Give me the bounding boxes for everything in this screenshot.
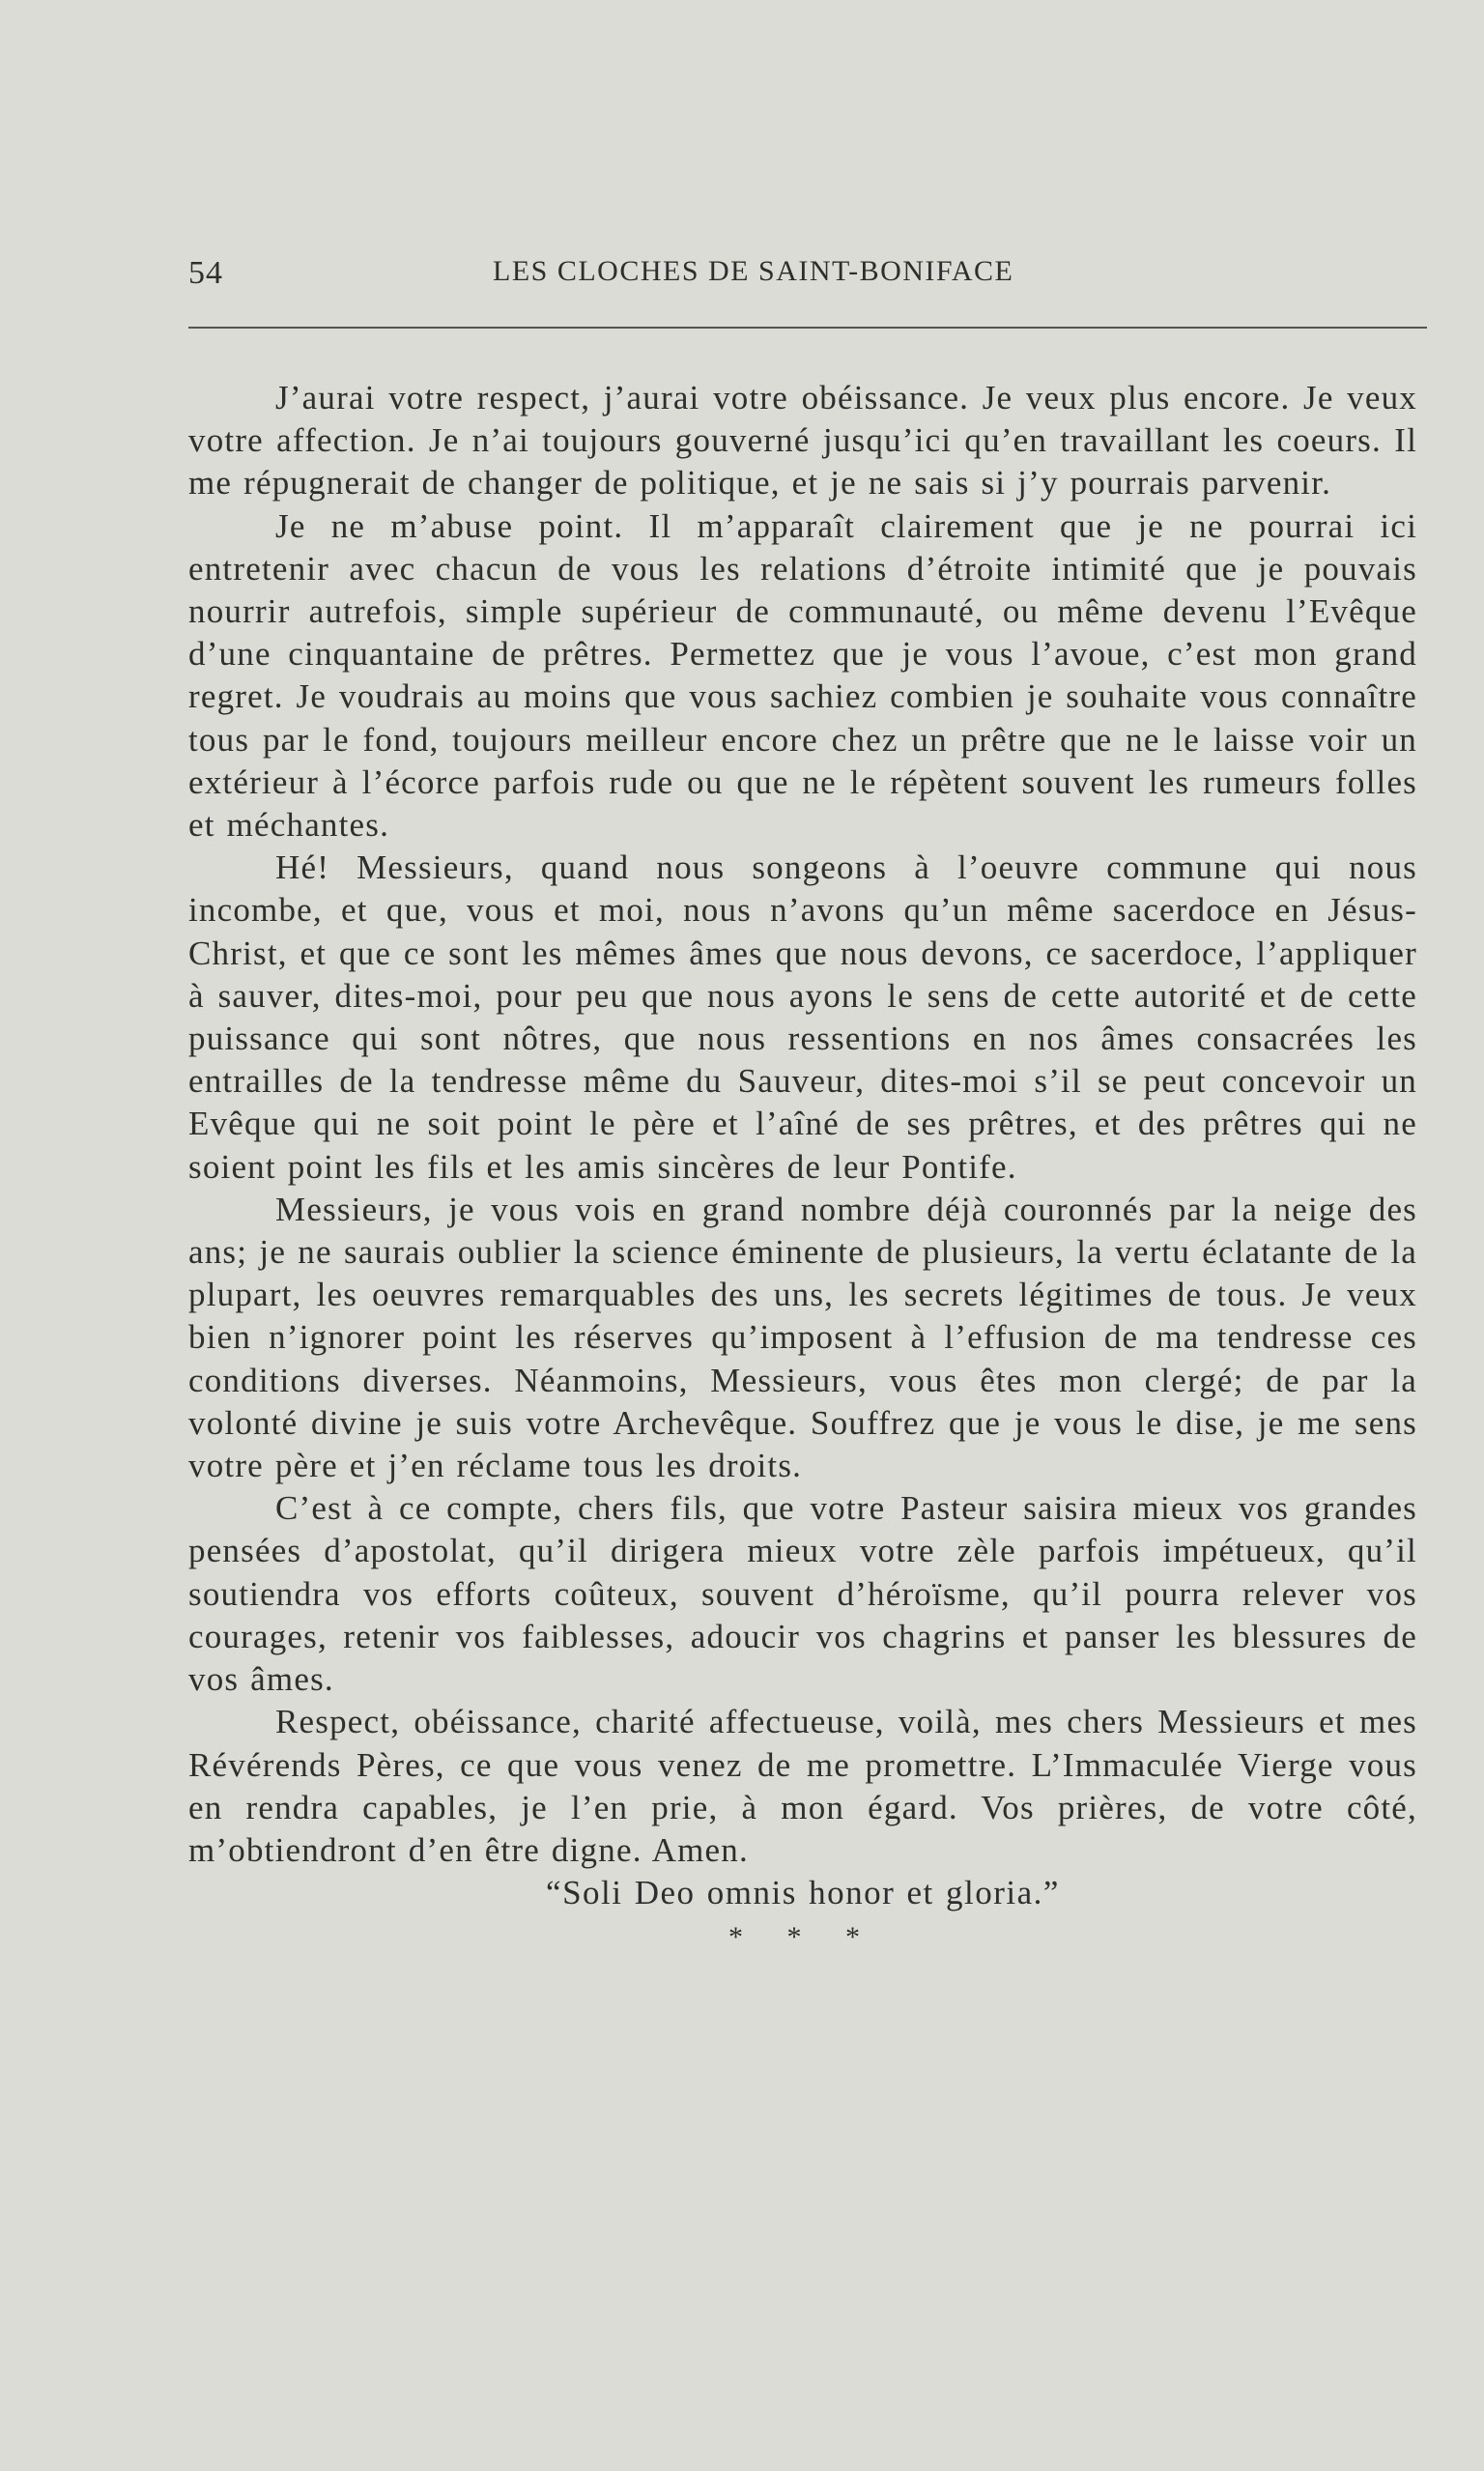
body-text xyxy=(188,377,1417,1960)
paragraph: J’aurai votre respect, j’aurai votre obéissance. Je veux plus encore. Je veux votre affection. Je n’ai toujours gouverné jusqu’ici qu’en travaillant les coeurs. Il me répugnerait de changer de politique, et je ne sais si j’y pourrais parvenir. xyxy=(188,379,1417,503)
running-title: LES CLOCHES DE SAINT-BONIFACE xyxy=(493,255,1014,287)
page-number: 54 xyxy=(188,255,223,291)
section-ornament: * * * xyxy=(728,1921,877,1954)
paragraph: C’est à ce compte, chers fils, que votre Pasteur saisira mieux vos grandes pensées d’apostolat, qu’il dirigera mieux votre zèle parfois impétueux, qu’il soutiendra vos efforts coûteux, souvent d’héroïsme, qu’il pourra relever vos courages, retenir vos faiblesses, adoucir vos chagrins et panser les blessures de vos âmes. xyxy=(188,1489,1417,1699)
closing-quote: “Soli Deo omnis honor et gloria.” xyxy=(546,1874,1060,1912)
paragraph: Je ne m’abuse point. Il m’apparaît clairement que je ne pourrai ici entretenir avec chacun de vous les relations d’étroite intimité que je pouvais nourrir autrefois, simple supérieur de communauté, ou même devenu l’Evêque d’une cinquantaine de prêtres. Permettez que je vous l’avoue, c’est mon grand regret. Je voudrais au moins que vous sachiez combien je souhaite vous connaître tous par le fond, toujours meilleur encore chez un prêtre que ne le laisse voir un extérieur à l’écorce parfois rude ou que ne le répètent souvent les rumeurs folles et méchantes. xyxy=(188,506,1417,845)
paragraph: Respect, obéissance, charité affectueuse, voilà, mes chers Messieurs et mes Révérends Pères, ce que vous venez de me promettre. L’Immaculée Vierge vous en rendra capables, je l’en prie, à mon égard. Vos prières, de votre côté, m’obtiendront d’en être digne. Amen. xyxy=(188,1703,1417,1869)
page-header xyxy=(188,249,1427,298)
paragraph: Messieurs, je vous vois en grand nombre déjà couronnés par la neige des ans; je ne saurais oublier la science éminente de plusieurs, la vertu éclatante de la plupart, les oeuvres remarquables des uns, les secrets légitimes de tous. Je veux bien n’ignorer point les réserves qu’imposent à l’effusion de ma tendresse ces conditions diverses. Néanmoins, Messieurs, vous êtes mon clergé; de par la volonté divine je suis votre Archevêque. Souffrez que je vous le dise, je me sens votre père et j’en réclame tous les droits. xyxy=(188,1190,1417,1485)
paragraph: Hé! Messieurs, quand nous songeons à l’oeuvre commune qui nous incombe, et que, vous et moi, nous n’avons qu’un même sacerdoce en Jésus-Christ, et que ce sont les mêmes âmes que nous devons, ce sacerdoce, l’appliquer à sauver, dites-moi, pour peu que nous ayons le sens de cette autorité et de cette puissance qui sont nôtres, que nous ressentions en nos âmes consacrées les entrailles de la tendresse même du Sauveur, dites-moi s’il se peut concevoir un Evêque qui ne soit point le père et l’aîné de ses prêtres, et des prêtres qui ne soient point les fils et les amis sincères de leur Pontife. xyxy=(188,848,1417,1186)
header-rule xyxy=(188,327,1427,329)
